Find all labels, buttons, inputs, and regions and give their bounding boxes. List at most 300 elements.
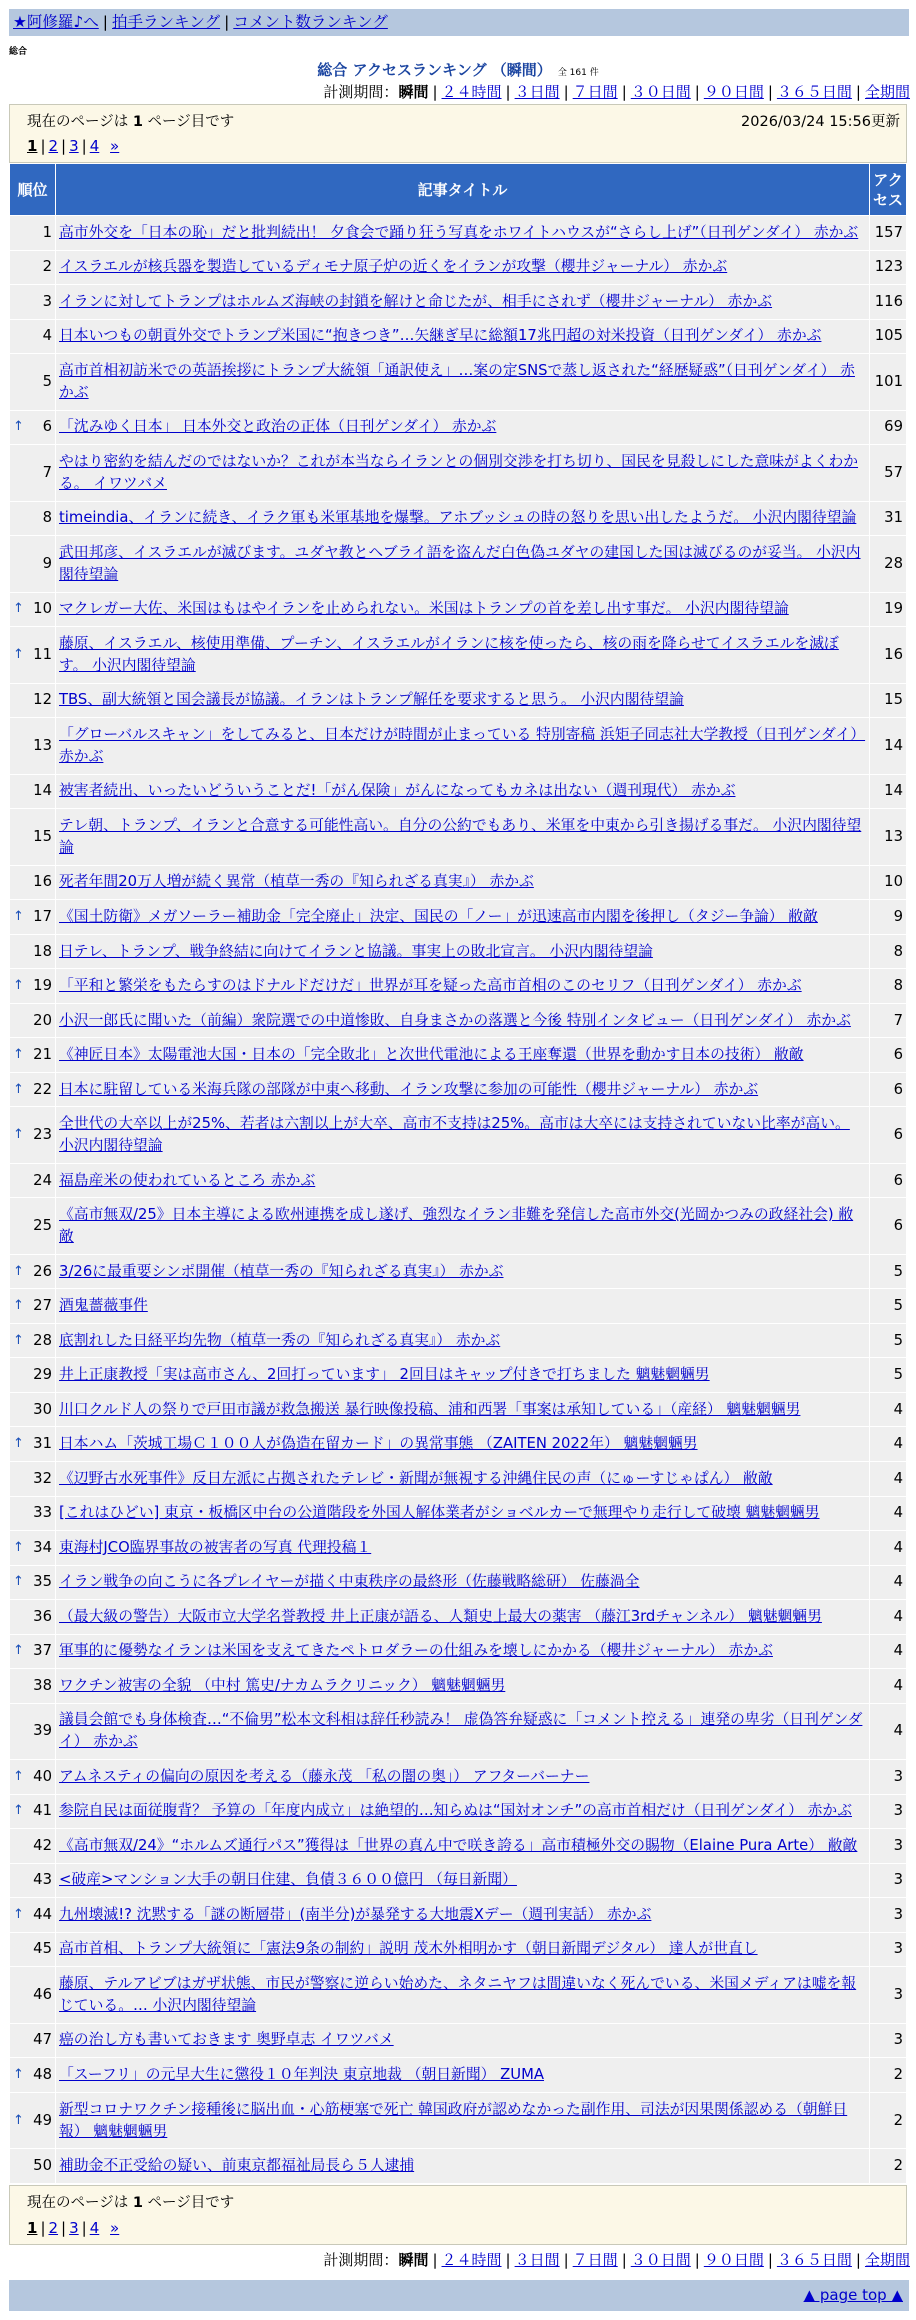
rank-cell — [10, 1496, 56, 1531]
table-row — [10, 934, 907, 969]
article-title-link[interactable]: 死者年間20万人増が続く異常（植草一秀の『知られざる真実』） 赤かぶ — [59, 873, 534, 891]
article-title-link[interactable]: 新型コロナワクチン接種後に脳出血・心筋梗塞で死亡 韓国政府が認めなかった副作用、司法が因果関係認める（朝鮮日報） 魑魅魍魎男 — [59, 2100, 848, 2140]
article-title-link[interactable]: 「スーフリ」の元早大生に懲役１０年判決 東京地裁 （朝日新聞） ZUMA — [59, 2065, 545, 2083]
period-option[interactable]: ３０日間 — [630, 83, 691, 101]
access-count: 116 — [870, 285, 907, 320]
title-cell — [56, 1254, 870, 1289]
rank-value: 33 — [33, 1504, 52, 1522]
article-title-link[interactable]: 被害者続出、いったいどういうことだ!「がん保険」がんになってもカネは出ない（週刊現代） 赤かぶ — [59, 782, 736, 800]
article-title-link[interactable]: 高市外交を「日本の恥」だと批判続出！ 夕食会で踊り狂う写真をホワイトハウスが“さらし上げ”（日刊ゲンダイ） 赤かぶ — [59, 223, 859, 241]
title-cell — [56, 1634, 870, 1669]
rank-value: 40 — [33, 1767, 52, 1785]
period-option[interactable]: ９０日間 — [703, 83, 764, 101]
access-count: 4 — [870, 1703, 907, 1760]
article-title-link[interactable]: 日本に駐留している米海兵隊の部隊が中東へ移動、イラン攻撃に参加の可能性（櫻井ジャーナル） 赤かぶ — [59, 1080, 759, 1098]
rank-column-header: 順位 — [10, 164, 56, 216]
pager-page-link[interactable]: 2 — [48, 137, 59, 155]
status-panel-bottom — [9, 2185, 907, 2245]
access-count: 9 — [870, 900, 907, 935]
title-cell — [56, 501, 870, 536]
rank-cell — [10, 809, 56, 866]
rank-value: 45 — [33, 1940, 52, 1958]
access-count: 3 — [870, 1829, 907, 1864]
access-column-header: アクセス — [870, 164, 907, 216]
rank-up-arrow-icon: ↑ — [13, 1574, 24, 1590]
rank-cell — [10, 969, 56, 1004]
rank-up-arrow-icon: ↑ — [13, 1643, 24, 1659]
article-title-link[interactable]: 高市首相初訪米での英語挨拶にトランプ大統領「通訳使え」…案の定SNSで蒸し返された“経歴疑惑”（日刊ゲンダイ） 赤かぶ — [59, 361, 855, 401]
title-cell — [56, 1794, 870, 1829]
article-title-link[interactable]: 東海村JCO臨界事故の被害者の写真 代理投稿１ — [59, 1538, 372, 1556]
title-cell — [56, 1003, 870, 1038]
rank-cell — [10, 1760, 56, 1795]
rank-up-arrow-icon: ↑ — [13, 601, 24, 617]
article-title-link[interactable]: 参院自民は面従腹背？ 予算の「年度内成立」は絶望的…知らぬは“国対オンチ”の高市首相だけ（日刊ゲンダイ） 赤かぶ — [59, 1802, 852, 1820]
rank-up-arrow-icon: ↑ — [13, 978, 24, 994]
rank-cell — [10, 1358, 56, 1393]
title-cell — [56, 1760, 870, 1795]
article-title-link[interactable]: 底割れした日経平均先物（植草一秀の『知られざる真実』） 赤かぶ — [59, 1331, 501, 1349]
pager-page-link[interactable]: 4 — [89, 137, 100, 155]
rank-cell — [10, 1863, 56, 1898]
rank-value: 26 — [33, 1262, 52, 1280]
table-row — [10, 285, 907, 320]
access-count: 2 — [870, 2149, 907, 2184]
article-title-link[interactable]: 軍事的に優勢なイランは米国を支えてきたペトロダラーの仕組みを壊しにかかる（櫻井ジャーナル） 赤かぶ — [59, 1642, 773, 1660]
table-row — [10, 354, 907, 411]
rank-value: 39 — [33, 1722, 52, 1740]
period-option[interactable]: ３６５日間 — [776, 2251, 852, 2269]
pager-separator: | — [61, 137, 67, 155]
pager-bottom — [27, 2219, 119, 2237]
period-option[interactable]: 全期間 — [864, 2251, 910, 2269]
title-cell — [56, 1198, 870, 1255]
rank-value: 34 — [33, 1538, 52, 1556]
rank-value: 35 — [33, 1573, 52, 1591]
rank-cell — [10, 1323, 56, 1358]
table-row — [10, 250, 907, 285]
period-separator: | — [694, 83, 700, 101]
rank-value: 7 — [42, 463, 52, 481]
access-count: 101 — [870, 354, 907, 411]
period-option[interactable]: ３６５日間 — [776, 83, 852, 101]
rank-value: 3 — [42, 292, 52, 310]
nav-separator: | — [224, 13, 230, 31]
article-title-link[interactable]: イスラエルが核兵器を製造しているディモナ原子炉の近くをイランが攻撃（櫻井ジャーナル） 赤かぶ — [59, 258, 728, 276]
rank-value: 42 — [33, 1836, 52, 1854]
period-option[interactable]: ３日間 — [514, 83, 560, 101]
rank-cell — [10, 2149, 56, 2184]
rank-cell — [10, 1531, 56, 1566]
rank-cell — [10, 934, 56, 969]
table-row — [10, 1967, 907, 2024]
table-row — [10, 865, 907, 900]
rank-cell — [10, 900, 56, 935]
title-column-header: 記事タイトル — [56, 164, 870, 216]
table-row — [10, 1107, 907, 1164]
table-row — [10, 1760, 907, 1795]
title-cell — [56, 536, 870, 593]
period-option[interactable]: 全期間 — [864, 83, 910, 101]
rank-value: 50 — [33, 2157, 52, 2175]
access-count: 5 — [870, 1358, 907, 1393]
table-row — [10, 1427, 907, 1462]
rank-cell — [10, 1967, 56, 2024]
title-cell — [56, 319, 870, 354]
article-title-link[interactable]: [これはひどい] 東京・板橋区中台の公道階段を外国人解体業者がショベルカーで無理やり走行して破壊 魑魅魍魎男 — [59, 1504, 820, 1522]
title-cell — [56, 1392, 870, 1427]
article-title-link[interactable]: 全世代の大卒以上が25%、若者は六割以上が大卒、高市不支持は25%。高市は大卒には支持されていない比率が高い。 小沢内閣待望論 — [59, 1115, 850, 1155]
title-cell — [56, 592, 870, 627]
title-cell — [56, 1107, 870, 1164]
title-cell — [56, 1072, 870, 1107]
article-title-link[interactable]: ワクチン被害の全貌 （中村 篤史/ナカムラクリニック） 魑魅魍魎男 — [59, 1676, 506, 1694]
period-option[interactable]: ２４時間 — [441, 83, 502, 101]
title-cell — [56, 1669, 870, 1704]
access-count: 6 — [870, 1038, 907, 1073]
pager-page-link[interactable]: 3 — [69, 137, 79, 155]
article-title-link[interactable]: timeindia、イランに続き、イラク軍も米軍基地を爆撃。アホブッシュの時の怒りを思い出したようだ。 小沢内閣待望論 — [59, 509, 857, 527]
title-cell — [56, 1967, 870, 2024]
table-row — [10, 774, 907, 809]
table-row — [10, 809, 907, 866]
rank-cell — [10, 1703, 56, 1760]
article-title-link[interactable]: 《辺野古水死事件》反日左派に占拠されたテレビ・新聞が無視する沖縄住民の声（にゅーすじゃぱん） 敝敵 — [59, 1469, 773, 1487]
title-cell — [56, 1531, 870, 1566]
status-panel-top — [9, 104, 907, 163]
period-separator: | — [621, 83, 627, 101]
table-row — [10, 1794, 907, 1829]
rank-cell — [10, 2092, 56, 2149]
access-count: 4 — [870, 1600, 907, 1635]
title-cell — [56, 1289, 870, 1324]
article-title-link[interactable]: 井上正康教授「実は高市さん、2回打っています」 2回目はキャップ付きで打ちました 魑魅魍魎男 — [59, 1366, 710, 1384]
title-cell — [56, 934, 870, 969]
access-count: 4 — [870, 1496, 907, 1531]
title-cell — [56, 354, 870, 411]
updated-timestamp: 2026/03/24 15:56更新 — [741, 114, 900, 130]
period-separator: | — [432, 2251, 438, 2269]
title-cell — [56, 410, 870, 445]
period-separator: | — [694, 2251, 700, 2269]
table-row — [10, 1358, 907, 1393]
title-cell — [56, 1461, 870, 1496]
table-row — [10, 1254, 907, 1289]
article-title-link[interactable]: イラン戦争の向こうに各プレイヤーが描く中東秩序の最終形（佐藤戦略総研） 佐藤渦全 — [59, 1573, 640, 1591]
access-count: 15 — [870, 683, 907, 718]
period-option[interactable]: ３０日間 — [630, 2251, 691, 2269]
rank-value: 5 — [42, 372, 52, 390]
table-row — [10, 2058, 907, 2093]
rank-up-arrow-icon: ↑ — [13, 2112, 24, 2128]
table-row — [10, 445, 907, 502]
rank-up-arrow-icon: ↑ — [13, 909, 24, 924]
article-title-link[interactable]: 福島産米の使われているところ 赤かぶ — [59, 1171, 316, 1189]
article-title-link[interactable]: テレ朝、トランプ、イランと合意する可能性高い。自分の公約でもあり、米軍を中東から引き揚げる事だ。 小沢内閣待望論 — [59, 816, 862, 856]
title-cell — [56, 969, 870, 1004]
rank-up-arrow-icon: ↑ — [13, 1332, 24, 1348]
current-page-text-bottom: 現在のページは 1 ページ目です — [27, 2195, 235, 2211]
pager-page-link[interactable]: 4 — [89, 2219, 100, 2237]
access-count: 157 — [870, 216, 907, 251]
title-cell — [56, 1427, 870, 1462]
access-count: 4 — [870, 1669, 907, 1704]
rank-value: 28 — [33, 1331, 52, 1349]
article-title-link[interactable]: 《高市無双/25》日本主導による欧州連携を成し遂げ、強烈なイラン非難を発信した高市外交(光岡かつみの政経社会) 敝敵 — [59, 1206, 854, 1246]
pager-top — [27, 137, 119, 155]
article-title-link[interactable]: TBS、副大統領と国会議長が協議。イランはトランプ解任を要求すると思う。 小沢内閣待望論 — [59, 691, 684, 709]
article-title-link[interactable]: 《神匠日本》太陽電池大国・日本の「完全敗北」と次世代電池による王座奪還（世界を動かす日本の技術） 敝敵 — [59, 1046, 804, 1064]
table-row — [10, 1898, 907, 1933]
article-title-link[interactable]: 《高市無双/24》“ホルムズ通行パス”獲得は「世界の真ん中で咲き誇る」高市積極外交の賜物（Elaine Pura Arte） 敝敵 — [59, 1836, 858, 1854]
rank-up-arrow-icon: ↑ — [13, 1263, 24, 1279]
page-top-link[interactable]: ▲ page top ▲ — [803, 2286, 903, 2304]
rank-value: 6 — [42, 418, 52, 436]
article-title-link[interactable]: 「平和と繁栄をもたらすのはドナルドだけだ」世界が耳を疑った高市首相のこのセリフ（日刊ゲンダイ） 赤かぶ — [59, 977, 802, 995]
rank-value: 21 — [33, 1046, 52, 1064]
title-cell — [56, 2149, 870, 2184]
period-separator: | — [621, 2251, 627, 2269]
rank-value: 36 — [33, 1607, 52, 1625]
access-count: 57 — [870, 445, 907, 502]
article-title-link[interactable]: やはり密約を結んだのではないか？これが本当ならイランとの個別交渉を打ち切り、国民を見殺しにした意味がよくわかる。 イワツバメ — [59, 452, 859, 492]
period-option[interactable]: ２４時間 — [441, 2251, 502, 2269]
rank-value: 19 — [33, 977, 52, 995]
rank-value: 15 — [33, 827, 52, 845]
rank-value: 46 — [33, 1985, 52, 2003]
article-title-link[interactable]: 「沈みゆく日本」 日本外交と政治の正体（日刊ゲンダイ） 赤かぶ — [59, 418, 497, 436]
access-count: 5 — [870, 1254, 907, 1289]
rank-cell — [10, 319, 56, 354]
table-row — [10, 1829, 907, 1864]
total-count: 全 161 件 — [557, 68, 599, 78]
rank-up-arrow-icon: ↑ — [13, 1047, 24, 1063]
rank-cell — [10, 1565, 56, 1600]
rank-value: 38 — [33, 1676, 52, 1694]
access-count: 3 — [870, 1967, 907, 2024]
rank-cell — [10, 1461, 56, 1496]
period-option[interactable]: ９０日間 — [703, 2251, 764, 2269]
table-row — [10, 683, 907, 718]
period-option[interactable]: ７日間 — [572, 83, 618, 101]
rank-up-arrow-icon: ↑ — [13, 1127, 24, 1143]
rank-cell — [10, 1600, 56, 1635]
rank-cell — [10, 774, 56, 809]
title-cell — [56, 1163, 870, 1198]
category-label: 総合 — [9, 47, 28, 57]
access-count: 4 — [870, 1634, 907, 1669]
access-count: 4 — [870, 1565, 907, 1600]
rank-value: 16 — [33, 873, 52, 891]
article-title-link[interactable]: 癌の治し方も書いておきます 奥野卓志 イワツバメ — [59, 2031, 394, 2049]
current-page-text: 現在のページは 1 ページ目です — [27, 114, 235, 130]
rank-cell — [10, 627, 56, 684]
rank-value: 10 — [33, 600, 52, 618]
rank-cell — [10, 1794, 56, 1829]
rank-value: 48 — [33, 2065, 52, 2083]
comment-ranking-link[interactable]: コメント数ランキング — [233, 13, 388, 31]
rank-value: 37 — [33, 1642, 52, 1660]
rank-cell — [10, 285, 56, 320]
title-cell — [56, 216, 870, 251]
access-count: 69 — [870, 410, 907, 445]
rank-value: 9 — [42, 554, 52, 572]
article-title-link[interactable]: 川口クルド人の祭りで戸田市議が救急搬送 暴行映像投稿、浦和西署「事案は承知している」（産経） 魑魅魍魎男 — [59, 1400, 801, 1418]
access-count: 31 — [870, 501, 907, 536]
rank-up-arrow-icon: ↑ — [13, 419, 24, 435]
table-row — [10, 969, 907, 1004]
rank-cell — [10, 501, 56, 536]
access-count: 3 — [870, 1932, 907, 1967]
article-title-link[interactable]: （最大級の警告）大阪市立大学名誉教授 井上正康が語る、人類史上最大の薬害 （藤江3rdチャンネル） 魑魅魍魎男 — [59, 1607, 822, 1625]
access-count: 6 — [870, 1198, 907, 1255]
rank-cell — [10, 1669, 56, 1704]
rank-value: 47 — [33, 2031, 52, 2049]
article-title-link[interactable]: 補助金不正受給の疑い、前東京都福祉局長ら５人逮捕 — [59, 2157, 415, 2175]
table-row — [10, 1461, 907, 1496]
access-count: 19 — [870, 592, 907, 627]
table-row — [10, 718, 907, 775]
rank-value: 30 — [33, 1400, 52, 1418]
table-row — [10, 1565, 907, 1600]
rank-value: 32 — [33, 1469, 52, 1487]
access-count: 4 — [870, 1531, 907, 1566]
article-title-link[interactable]: 日本ハム「茨城工場Ｃ１００人が偽造在留カード」の異常事態 （ZAITEN 2022年） 魑魅魍魎男 — [59, 1435, 698, 1453]
title-cell — [56, 627, 870, 684]
article-title-link[interactable]: 武田邦彦、イスラエルが滅びます。ユダヤ教とヘブライ語を盗んだ白色偽ユダヤの建国した国は滅びるのが妥当。 小沢内閣待望論 — [59, 543, 861, 583]
access-count: 14 — [870, 774, 907, 809]
period-separator: | — [767, 2251, 773, 2269]
article-title-link[interactable]: 小沢一郎氏に聞いた（前編）衆院選での中道惨敗、自身まさかの落選と今後 特別インタビュー（日刊ゲンダイ） 赤かぶ — [59, 1011, 851, 1029]
article-title-link[interactable]: 九州壊滅!? 沈黙する「謎の断層帯」(南半分)が暴発する大地震Xデー（週刊実話） 赤かぶ — [59, 1905, 652, 1923]
pager-separator: | — [81, 2219, 87, 2237]
page-title — [0, 59, 916, 80]
article-title-link[interactable]: 3/26に最重要シンポ開催（植草一秀の『知られざる真実』） 赤かぶ — [59, 1262, 504, 1280]
access-count: 3 — [870, 1863, 907, 1898]
rank-up-arrow-icon: ↑ — [13, 1081, 24, 1097]
rank-value: 14 — [33, 782, 52, 800]
title-cell — [56, 250, 870, 285]
title-cell — [56, 774, 870, 809]
rank-value: 49 — [33, 2111, 52, 2129]
article-title-link[interactable]: マクレガー大佐、米国はもはやイランを止められない。米国はトランプの首を差し出す事だ。 小沢内閣待望論 — [59, 600, 789, 618]
title-cell — [56, 1703, 870, 1760]
table-header-row — [10, 164, 907, 216]
table-row — [10, 410, 907, 445]
rank-cell — [10, 718, 56, 775]
article-title-link[interactable]: 日テレ、トランプ、戦争終結に向けてイランと協議。事実上の敗北宣言。 小沢内閣待望論 — [59, 942, 653, 960]
rank-cell — [10, 2023, 56, 2058]
article-title-link[interactable]: 日本いつもの朝貢外交でトランプ米国に“抱きつき”…矢継ぎ早に総額17兆円超の対米投資（日刊ゲンダイ） 赤かぶ — [59, 327, 822, 345]
article-title-link[interactable]: 藤原、テルアビブはガザ状態、市民が警察に逆らい始めた、ネタニヤフは間違いなく死んでいる、米国メディアは嘘を報じている。… 小沢内閣待望論 — [59, 1974, 857, 2014]
title-cell — [56, 809, 870, 866]
rank-up-arrow-icon: ↑ — [13, 1539, 24, 1555]
access-count: 16 — [870, 627, 907, 684]
article-title-link[interactable]: 高市首相、トランプ大統領に「憲法9条の制約」説明 茂木外相明かす（朝日新聞デジタル） 達人が世直し — [59, 1940, 758, 1958]
title-cell — [56, 2023, 870, 2058]
clap-ranking-link[interactable]: 拍手ランキング — [112, 13, 221, 31]
pager-page-link[interactable]: 2 — [48, 2219, 59, 2237]
article-title-link[interactable]: 議員会館でも身体検査…“不倫男”松本文科相は辞任秒読み！ 虚偽答弁疑惑に「コメント控える」連発の卑劣（日刊ゲンダイ） 赤かぶ — [59, 1711, 863, 1751]
rank-cell — [10, 354, 56, 411]
title-cell — [56, 1565, 870, 1600]
pager-next-link[interactable]: » — [110, 2219, 120, 2237]
period-separator: | — [767, 83, 773, 101]
article-title-link[interactable]: 藤原、イスラエル、核使用準備、プーチン、イスラエルがイランに核を使ったら、核の雨を降らせてイスラエルを滅ぼす。 小沢内閣待望論 — [59, 634, 839, 674]
access-count: 105 — [870, 319, 907, 354]
home-link[interactable]: ★阿修羅♪へ — [13, 13, 99, 31]
title-cell — [56, 1863, 870, 1898]
article-title-link[interactable]: アムネスティの偏向の原因を考える（藤永茂 「私の闇の奥」） アフターバーナー — [59, 1767, 590, 1785]
title-cell — [56, 900, 870, 935]
rank-value: 13 — [33, 736, 52, 754]
access-count: 6 — [870, 1072, 907, 1107]
access-count: 3 — [870, 2023, 907, 2058]
rank-value: 25 — [33, 1217, 52, 1235]
pager-current-page: 1 — [27, 137, 38, 155]
rank-value: 22 — [33, 1080, 52, 1098]
rank-cell — [10, 445, 56, 502]
table-row — [10, 1038, 907, 1073]
rank-cell — [10, 250, 56, 285]
table-row — [10, 1163, 907, 1198]
rank-cell — [10, 1829, 56, 1864]
table-row — [10, 1669, 907, 1704]
period-option[interactable]: ７日間 — [572, 2251, 618, 2269]
article-title-link[interactable]: <破産>マンション大手の朝日住建、負債３６００億円 （毎日新聞） — [59, 1871, 517, 1889]
rank-value: 4 — [42, 327, 52, 345]
rank-cell — [10, 216, 56, 251]
rank-value: 24 — [33, 1171, 52, 1189]
rank-value: 12 — [33, 691, 52, 709]
ranking-title: 総合 アクセスランキング （瞬間） — [317, 61, 552, 79]
access-count: 3 — [870, 1760, 907, 1795]
rank-up-arrow-icon: ↑ — [13, 1906, 24, 1922]
table-row — [10, 536, 907, 593]
access-count: 3 — [870, 1898, 907, 1933]
title-cell — [56, 2058, 870, 2093]
article-title-link[interactable]: 酒鬼薔薇事件 — [59, 1297, 148, 1315]
rank-cell — [10, 536, 56, 593]
title-cell — [56, 1323, 870, 1358]
article-title-link[interactable]: イランに対してトランプはホルムズ海峡の封鎖を解けと命じたが、相手にされず（櫻井ジャーナル） 赤かぶ — [59, 292, 773, 310]
bottom-bar — [9, 2280, 909, 2311]
article-title-link[interactable]: 《国土防衛》メガソーラー補助金「完全廃止」決定、国民の「ノー」が迅速高市内閣を後押し（タジー争論） 敝敵 — [59, 908, 818, 925]
period-label: 計測期間： — [323, 83, 399, 101]
rank-value: 31 — [33, 1435, 52, 1453]
title-cell — [56, 1038, 870, 1073]
table-row — [10, 501, 907, 536]
top-nav-bar — [9, 9, 909, 36]
period-option[interactable]: ３日間 — [514, 2251, 560, 2269]
access-count: 6 — [870, 1163, 907, 1198]
article-title-link[interactable]: 「グローバルスキャン」をしてみると、日本だけが時間が止まっている 特別寄稿 浜矩子同志社大学教授（日刊ゲンダイ） 赤かぶ — [59, 725, 866, 765]
period-separator: | — [505, 83, 511, 101]
ranking-table — [9, 163, 907, 2184]
table-row — [10, 2092, 907, 2149]
pager-next-link[interactable]: » — [110, 137, 120, 155]
period-separator: | — [855, 2251, 861, 2269]
rank-value: 18 — [33, 942, 52, 960]
access-count: 4 — [870, 1461, 907, 1496]
pager-page-link[interactable]: 3 — [69, 2219, 79, 2237]
access-count: 10 — [870, 865, 907, 900]
access-count: 7 — [870, 1003, 907, 1038]
pager-separator: | — [61, 2219, 67, 2237]
access-count: 14 — [870, 718, 907, 775]
rank-cell — [10, 683, 56, 718]
table-row — [10, 1323, 907, 1358]
